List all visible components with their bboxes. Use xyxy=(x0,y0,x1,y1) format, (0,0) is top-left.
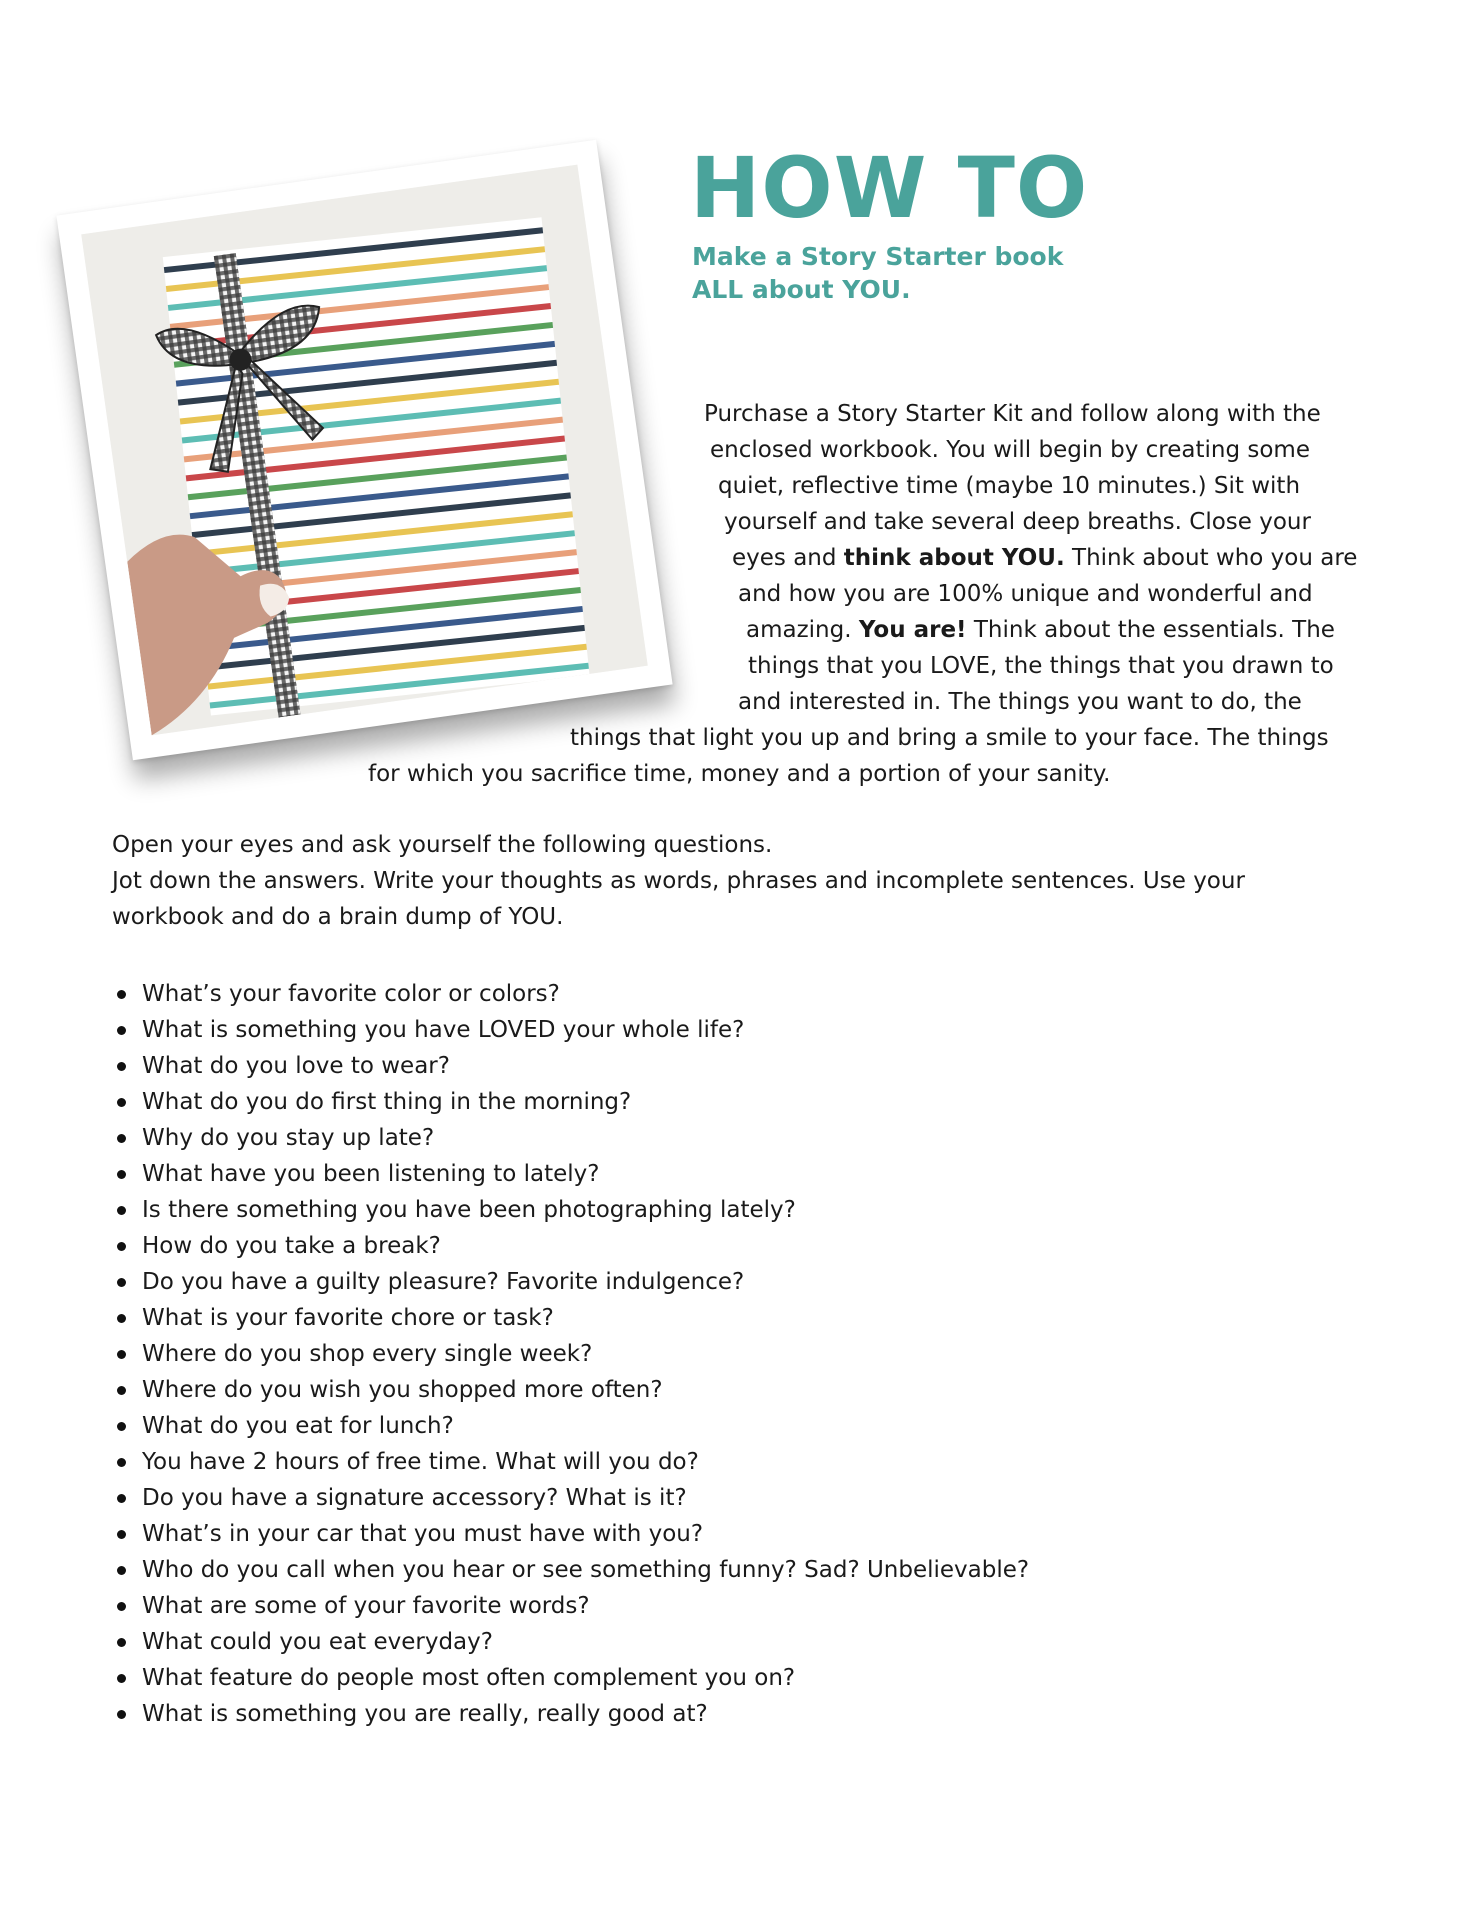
intro-line-11: for which you sacrifice time, money and a portion of your sanity. xyxy=(368,761,1111,787)
think-about-you-emphasis: think about YOU. xyxy=(843,545,1065,571)
instructions-paragraph xyxy=(112,827,1362,935)
list-item: Why do you stay up late? xyxy=(112,1120,1029,1156)
list-item: Do you have a signature accessory? What is it? xyxy=(112,1480,1029,1516)
instructions-line-1: Open your eyes and ask yourself the following questions. xyxy=(112,832,773,858)
intro-line-5 xyxy=(732,540,1357,576)
intro-line-2: enclosed workbook. You will begin by creating some xyxy=(710,437,1310,463)
intro-line-7-text: amazing. xyxy=(746,617,859,643)
list-item: How do you take a break? xyxy=(112,1228,1029,1264)
subtitle-line-1: Make a Story Starter book xyxy=(692,242,1064,271)
intro-line-5-text: eyes and xyxy=(732,545,844,571)
intro-line-8: things that you LOVE, the things that you drawn to xyxy=(748,653,1334,679)
photo-image xyxy=(81,165,648,736)
intro-line-4: yourself and take several deep breaths. Close your xyxy=(724,509,1311,535)
list-item: What is something you are really, really good at? xyxy=(112,1696,1029,1732)
intro-line-6: and how you are 100% unique and wonderful and xyxy=(738,581,1313,607)
page-title: HOW TO xyxy=(690,139,1089,237)
subtitle-line-2: ALL about YOU. xyxy=(692,275,911,304)
intro-line-3: quiet, reflective time (maybe 10 minutes.) Sit with xyxy=(718,473,1301,499)
intro-line-5-rest: Think about who you are xyxy=(1064,545,1358,571)
intro-line-1: Purchase a Story Starter Kit and follow along with the xyxy=(704,401,1321,427)
list-item: What’s your favorite color or colors? xyxy=(112,976,1029,1012)
instructions-line-2: Jot down the answers. Write your thoughts as words, phrases and incomplete sentences. Use your workbook and do a brain dump of YOU. xyxy=(112,868,1245,930)
list-item: Do you have a guilty pleasure? Favorite indulgence? xyxy=(112,1264,1029,1300)
list-item: You have 2 hours of free time. What will you do? xyxy=(112,1444,1029,1480)
list-item: Where do you shop every single week? xyxy=(112,1336,1029,1372)
striped-book-illustration xyxy=(81,165,648,736)
list-item: What’s in your car that you must have with you? xyxy=(112,1516,1029,1552)
list-item: Who do you call when you hear or see something funny? Sad? Unbelievable? xyxy=(112,1552,1029,1588)
questions-list xyxy=(112,976,1029,1732)
intro-line-10: things that light you up and bring a smile to your face. The things xyxy=(570,725,1329,751)
list-item: What is your favorite chore or task? xyxy=(112,1300,1029,1336)
page-subtitle xyxy=(692,240,1063,306)
list-item: Where do you wish you shopped more often? xyxy=(112,1372,1029,1408)
intro-line-9: and interested in. The things you want to do, the xyxy=(738,689,1302,715)
list-item: What do you eat for lunch? xyxy=(112,1408,1029,1444)
intro-line-7-rest: Think about the essentials. The xyxy=(966,617,1335,643)
list-item: What feature do people most often complement you on? xyxy=(112,1660,1029,1696)
list-item: What could you eat everyday? xyxy=(112,1624,1029,1660)
list-item: What is something you have LOVED your whole life? xyxy=(112,1012,1029,1048)
list-item: What have you been listening to lately? xyxy=(112,1156,1029,1192)
intro-line-7 xyxy=(746,612,1335,648)
list-item: What do you do first thing in the morning? xyxy=(112,1084,1029,1120)
list-item: What do you love to wear? xyxy=(112,1048,1029,1084)
you-are-emphasis: You are! xyxy=(858,617,967,643)
list-item: Is there something you have been photographing lately? xyxy=(112,1192,1029,1228)
list-item: What are some of your favorite words? xyxy=(112,1588,1029,1624)
gift-book-photo xyxy=(56,140,672,760)
